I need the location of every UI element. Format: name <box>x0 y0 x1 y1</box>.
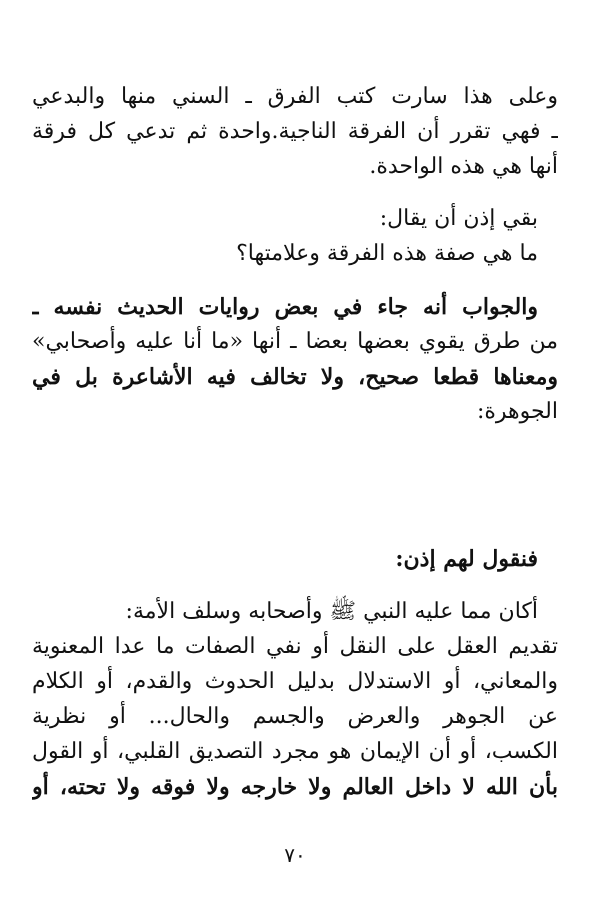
text-line: وعلى هذا سارت كتب الفرق ـ السني منها والبدعي <box>32 84 558 109</box>
text-line: والمعاني، أو الاستدلال بدليل الحدوث والقدم، أو الكلام <box>32 669 558 694</box>
text-line: أكان مما عليه النبي ﷺ وأصحابه وسلف الأمة: <box>125 599 538 624</box>
text-line: ومعناها قطعا صحيح، ولا تخالف فيه الأشاعرة بل في <box>32 364 558 390</box>
text-line: الجوهرة: <box>476 399 558 424</box>
text-line: ما هي صفة هذه الفرقة وعلامتها؟ <box>236 241 538 266</box>
text-line: بأن الله لا داخل العالم ولا خارجه ولا فوقه ولا تحته، أو <box>32 774 558 800</box>
text-line: ـ فهي تقرر أن الفرقة الناجية.واحدة ثم تدعي كل فرقة <box>32 119 558 144</box>
text-line: فنقول لهم إذن: <box>395 546 538 572</box>
page-number: ٧٠ <box>284 843 306 867</box>
text-line: عن الجوهر والعرض والجسم والحال... أو نظرية <box>32 704 558 729</box>
text-line: أنها هي هذه الواحدة. <box>369 154 558 179</box>
text-line: والجواب أنه جاء في بعض روايات الحديث نفسه ـ <box>32 294 538 320</box>
text-line: بقي إذن أن يقال: <box>379 206 538 231</box>
text-line: الكسب، أو أن الإيمان هو مجرد التصديق القلبي، أو القول <box>32 739 558 764</box>
text-line: من طرق يقوي بعضها بعضا ـ أنها «ما أنا عليه وأصحابي» <box>32 329 558 354</box>
verse-line <box>32 490 510 524</box>
verse-line <box>32 455 558 489</box>
text-line: تقديم العقل على النقل أو نفي الصفات ما عدا المعنوية <box>32 634 558 659</box>
